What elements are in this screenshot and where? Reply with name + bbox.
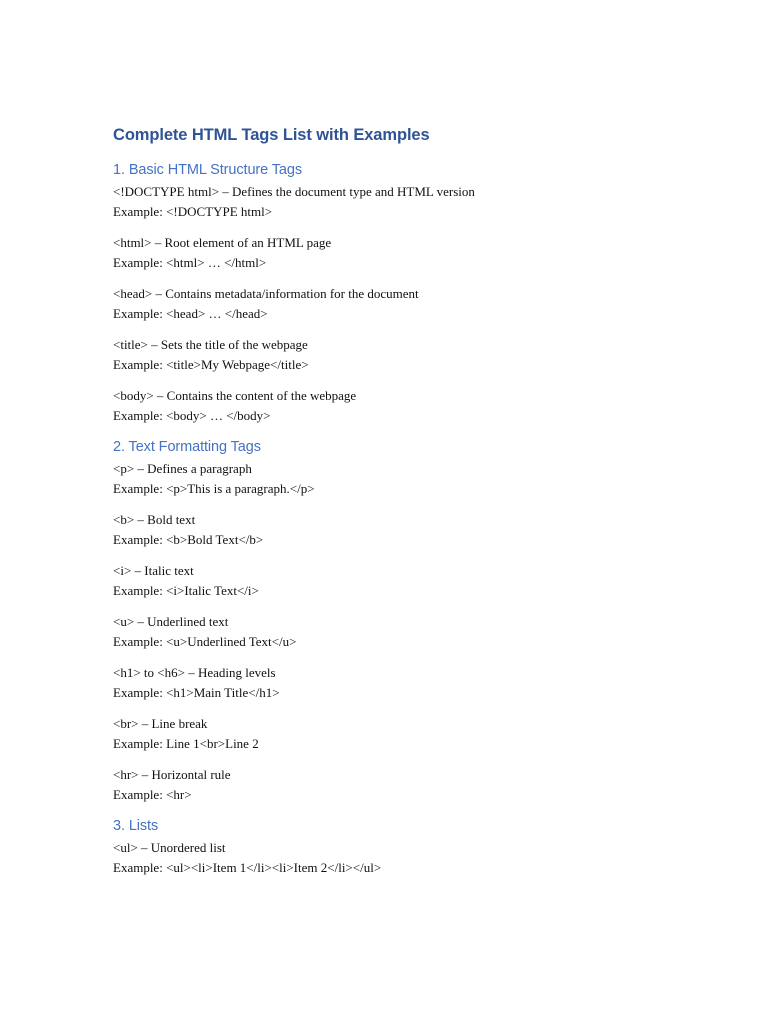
tag-entry xyxy=(113,459,673,498)
document-title: Complete HTML Tags List with Examples xyxy=(113,126,430,144)
section-heading: 1. Basic HTML Structure Tags xyxy=(113,162,302,178)
tag-entry xyxy=(113,612,673,651)
section-basic-structure xyxy=(113,160,673,425)
tag-definition: <hr> – Horizontal rule xyxy=(113,767,231,782)
document-content xyxy=(113,124,673,889)
tag-definition: <ul> – Unordered list xyxy=(113,840,226,855)
tag-example: Example: <i>Italic Text</i> xyxy=(113,582,259,598)
tag-example: Example: <!DOCTYPE html> xyxy=(113,203,273,219)
tag-definition: <body> – Contains the content of the webpage xyxy=(113,388,357,403)
tag-example: Example: <u>Underlined Text</u> xyxy=(113,633,297,649)
tag-example: Example: <body> … </body> xyxy=(113,407,271,423)
tag-entry xyxy=(113,663,673,702)
tag-definition: <head> – Contains metadata/information for the document xyxy=(113,286,419,301)
tag-example: Example: <p>This is a paragraph.</p> xyxy=(113,480,315,496)
tag-entry xyxy=(113,765,673,804)
tag-definition: <b> – Bold text xyxy=(113,512,196,527)
tag-entry xyxy=(113,838,673,877)
tag-example: Example: Line 1<br>Line 2 xyxy=(113,735,259,751)
tag-example: Example: <b>Bold Text</b> xyxy=(113,531,264,547)
section-heading: 2. Text Formatting Tags xyxy=(113,439,261,455)
section-lists xyxy=(113,816,673,877)
tag-example: Example: <title>My Webpage</title> xyxy=(113,356,309,372)
tag-entry xyxy=(113,335,673,374)
tag-example: Example: <h1>Main Title</h1> xyxy=(113,684,280,700)
tag-example: Example: <hr> xyxy=(113,786,192,802)
section-heading: 3. Lists xyxy=(113,818,159,834)
tag-definition: <i> – Italic text xyxy=(113,563,194,578)
tag-entry xyxy=(113,386,673,425)
tag-definition: <u> – Underlined text xyxy=(113,614,229,629)
tag-definition: <title> – Sets the title of the webpage xyxy=(113,337,308,352)
tag-definition: <!DOCTYPE html> – Defines the document type and HTML version xyxy=(113,184,475,199)
tag-example: Example: <html> … </html> xyxy=(113,254,267,270)
tag-definition: <h1> to <h6> – Heading levels xyxy=(113,665,276,680)
tag-entry xyxy=(113,233,673,272)
tag-definition: <br> – Line break xyxy=(113,716,208,731)
tag-entry xyxy=(113,284,673,323)
tag-example: Example: <head> … </head> xyxy=(113,305,268,321)
tag-example: Example: <ul><li>Item 1</li><li>Item 2</li></ul> xyxy=(113,859,382,875)
section-text-formatting xyxy=(113,437,673,804)
tag-entry xyxy=(113,714,673,753)
tag-entry xyxy=(113,561,673,600)
tag-entry xyxy=(113,510,673,549)
tag-definition: <p> – Defines a paragraph xyxy=(113,461,252,476)
tag-definition: <html> – Root element of an HTML page xyxy=(113,235,332,250)
tag-entry xyxy=(113,182,673,221)
